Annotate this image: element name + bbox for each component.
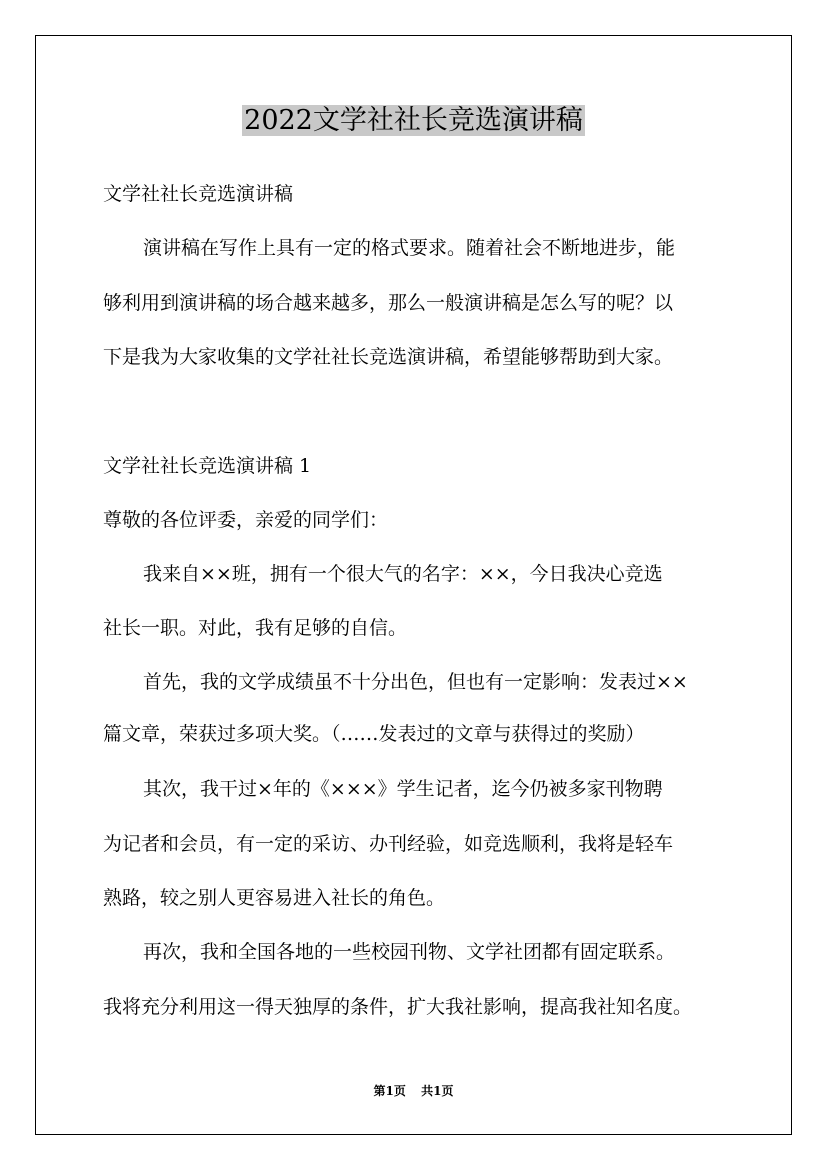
salutation: 尊敬的各位评委，亲爱的同学们：	[103, 509, 389, 531]
intro-paragraph-line: 下是我为大家收集的文学社社长竞选演讲稿，希望能够帮助到大家。	[103, 346, 674, 368]
body-paragraph-line: 为记者和会员，有一定的采访、办刊经验，如竞选顺利，我将是轻车	[103, 833, 674, 855]
body-paragraph-line: 熟路，较之别人更容易进入社长的角色。	[103, 887, 446, 909]
body-paragraph-line: 篇文章，荣获过多项大奖。（……发表过的文章与获得过的奖励）	[103, 723, 645, 745]
section-heading: 文学社社长竞选演讲稿 1	[103, 455, 312, 477]
body-paragraph-line: 再次，我和全国各地的一些校园刊物、文学社团都有固定联系。	[143, 941, 676, 963]
body-paragraph-line: 其次，我干过×年的《×××》学生记者，迄今仍被多家刊物聘	[143, 778, 663, 800]
body-paragraph-line: 我来自××班，拥有一个很大气的名字：××，今日我决心竞选	[143, 563, 663, 585]
page-number: 第1页	[373, 1084, 406, 1098]
intro-heading: 文学社社长竞选演讲稿	[103, 183, 294, 205]
intro-paragraph-line: 演讲稿在写作上具有一定的格式要求。随着社会不断地进步，能	[143, 237, 676, 259]
body-paragraph-line: 首先，我的文学成绩虽不十分出色，但也有一定影响：发表过××	[143, 671, 688, 693]
page-footer	[0, 1083, 827, 1099]
document-title-text: 2022文学社社长竞选演讲稿	[244, 105, 583, 136]
page-total: 共1页	[421, 1084, 454, 1098]
body-paragraph-line: 社长一职。对此，我有足够的自信。	[103, 617, 408, 639]
body-paragraph-line: 我将充分利用这一得天独厚的条件，扩大我社影响，提高我社知名度。	[103, 996, 693, 1018]
document-title	[0, 103, 827, 139]
intro-paragraph-line: 够利用到演讲稿的场合越来越多，那么一般演讲稿是怎么写的呢？以	[103, 292, 674, 314]
footer-separator	[410, 1084, 418, 1098]
